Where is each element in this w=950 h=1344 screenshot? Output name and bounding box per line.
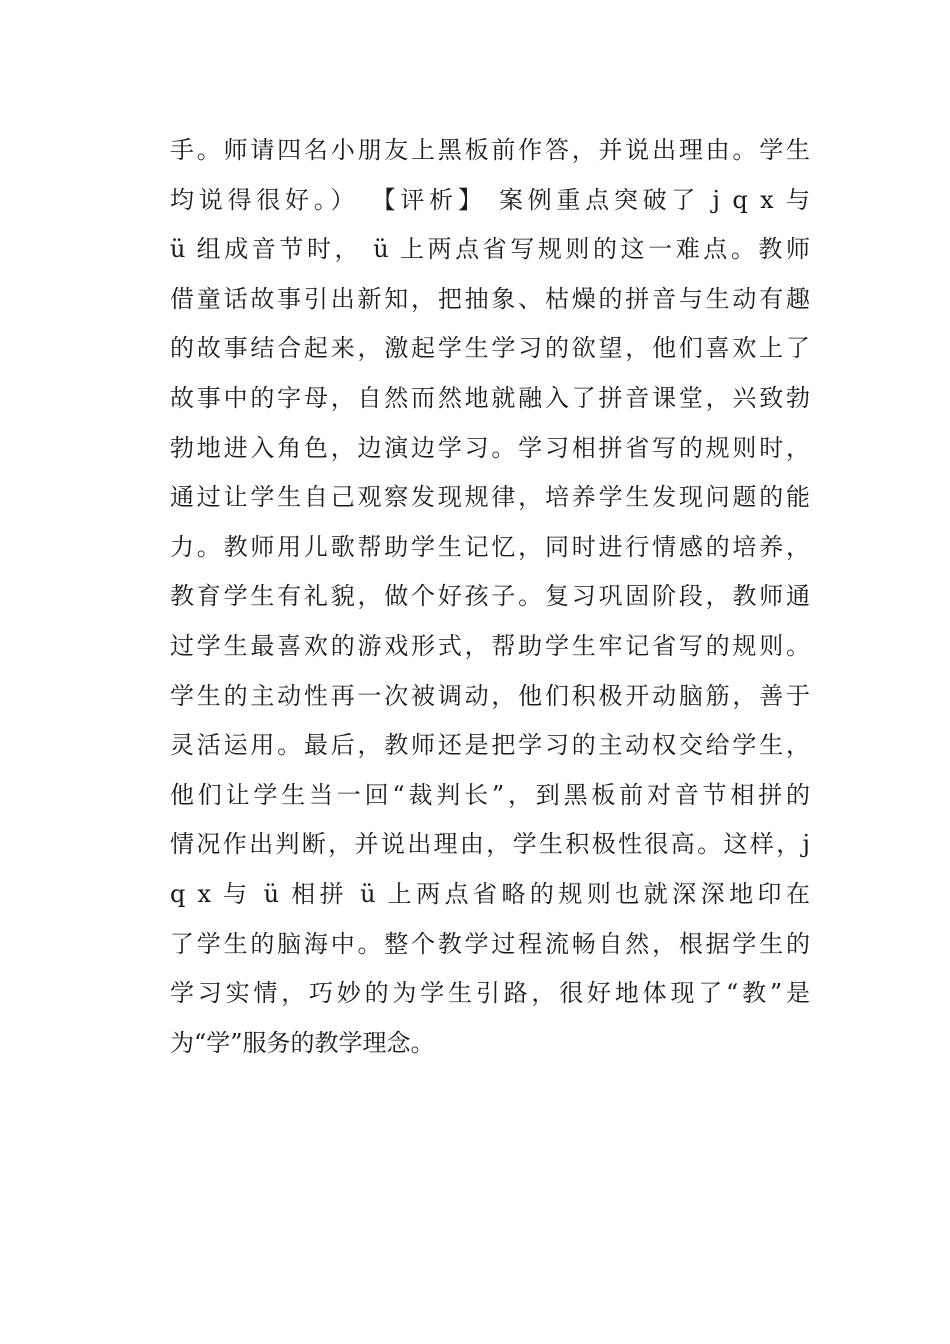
text-line: 勃地进入角色，边演边学习。学习相拼省写的规则时， bbox=[170, 433, 810, 462]
text-line: 力。教师用儿歌帮助学生记忆，同时进行情感的培养， bbox=[170, 532, 810, 561]
text-line: 情况作出判断，并说出理由，学生积极性很高。这样，j bbox=[170, 830, 810, 859]
text-line: 手。师请四名小朋友上黑板前作答，并说出理由。学生 bbox=[170, 136, 810, 164]
text-line: 灵活运用。最后，教师还是把学习的主动权交给学生， bbox=[170, 731, 810, 760]
text-line: 他们让学生当一回“裁判长”，到黑板前对音节相拼的 bbox=[170, 780, 810, 809]
text-line: ü 组成音节时， ü 上两点省写规则的这一难点。教师 bbox=[170, 235, 810, 264]
text-line: 学习实情，巧妙的为学生引路，很好地体现了“教”是 bbox=[170, 979, 810, 1008]
text-line: 借童话故事引出新知，把抽象、枯燥的拼音与生动有趣 bbox=[170, 284, 810, 313]
text-line: 为“学”服务的教学理念。 bbox=[170, 1028, 435, 1057]
text-line: 过学生最喜欢的游戏形式，帮助学生牢记省写的规则。 bbox=[170, 631, 810, 660]
body-paragraph bbox=[170, 129, 810, 1071]
text-line: 故事中的字母，自然而然地就融入了拼音课堂，兴致勃 bbox=[170, 383, 810, 412]
text-line: 的故事结合起来，激起学生学习的欲望，他们喜欢上了 bbox=[170, 334, 810, 363]
text-line: 均说得很好。） 【评析】 案例重点突破了 j q x 与 bbox=[170, 185, 810, 214]
text-line: 通过让学生自己观察发现规律，培养学生发现问题的能 bbox=[170, 483, 810, 512]
text-line: 教育学生有礼貌，做个好孩子。复习巩固阶段，教师通 bbox=[170, 582, 810, 611]
text-line: 了学生的脑海中。整个教学过程流畅自然，根据学生的 bbox=[170, 929, 810, 958]
text-line: 学生的主动性再一次被调动，他们积极开动脑筋，善于 bbox=[170, 681, 810, 710]
text-line: q x 与 ü 相拼 ü 上两点省略的规则也就深深地印在 bbox=[170, 879, 810, 908]
